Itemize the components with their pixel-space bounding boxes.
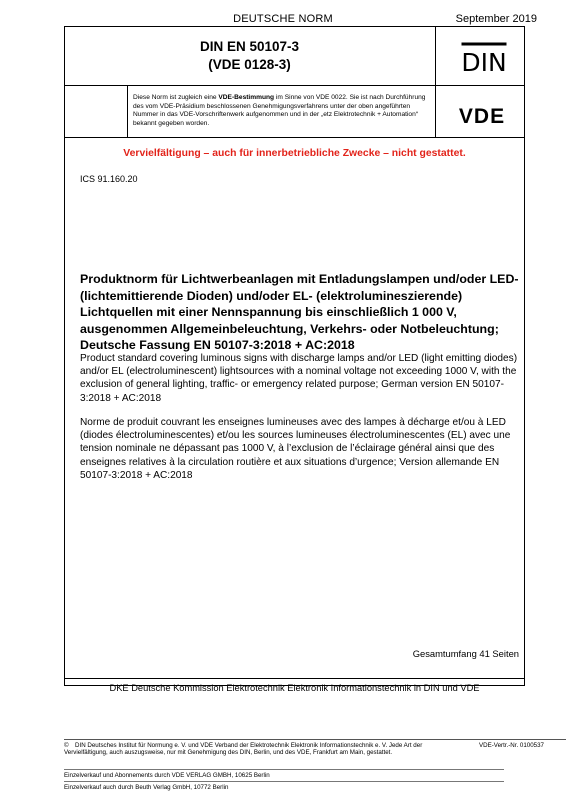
footer-divider (64, 781, 504, 782)
order-number: VDE-Vertr.-Nr. 0100537 (479, 742, 544, 749)
note-body: im Sinne von VDE 0022. Sie ist nach Durchführung des vom VDE-Präsidium beschlossenen Genehmigungsverfahrens unter der oben angeführten Nummer in das VDE-Vorschriftenwerk aufgenommen und in der „etz Elektrotechnik + Automation“ bekannt gegeben worden. (133, 94, 426, 127)
title-english: Product standard covering luminous signs with discharge lamps and/or LED (light emitting diodes) and/or EL (electroluminescent) lightsources with a nominal voltage not exceeding 1000 V, with the exclusion of general lighting, traffic- or emergency related purpose; German version EN 50107-3:2018 + AC:2018 (80, 353, 518, 404)
divider (127, 85, 128, 137)
ics-code: ICS 91.160.20 (80, 174, 138, 184)
sales-info-beuth: Einzelverkauf auch durch Beuth Verlag GmbH, 10772 Berlin (64, 784, 229, 791)
title-french: Norme de produit couvrant les enseignes lumineuses avec des lampes à décharge et/ou à LED (diodes électroluminescentes) et/ou les sources lumineuses électroluminescentes (EL) avec une tension nominale ne dépassant pas 1000 V, à l’exclusion de l’éclairage général ainsi que des enseignes relatives à la circulation routière et aux situations d’urgence; Version allemande EN 50107-3:2018 + AC:2018 (80, 417, 511, 481)
din-logo (461, 42, 507, 76)
sales-info-vde: Einzelverkauf und Abonnements durch VDE VERLAG GMBH, 10625 Berlin (64, 772, 270, 779)
note-prefix: Diese Norm ist zugleich eine (133, 94, 219, 101)
vde-logo-text: VDE (458, 105, 506, 126)
copyright-notice (64, 742, 466, 757)
vde-logo (447, 104, 517, 126)
publication-date: September 2019 (455, 13, 537, 25)
vde-regulation-note (133, 94, 433, 128)
divider (64, 678, 525, 679)
din-logo-text: DIN (461, 48, 507, 76)
standard-number (64, 38, 435, 74)
note-bold-term: VDE-Bestimmung (218, 94, 275, 101)
divider (435, 26, 436, 137)
divider (64, 85, 525, 86)
din-en-number: DIN EN 50107-3 (199, 39, 300, 54)
footer-divider (64, 769, 504, 770)
total-pages: Gesamtumfang 41 Seiten (412, 648, 519, 659)
title-german: Produktnorm für Lichtwerbeanlagen mit Entladungslampen und/oder LED- (lichtemittierende Dioden) und/oder EL- (elektrolumineszierende) Lichtquellen mit einer Nennspannung bis einschließlich 1 000 V, ausgenommen Allgemeinbeleuchtung, Verkehrs- oder Notbeleuchtung; Deutsche Fassung EN 50107-3:2018 + AC:2018 (80, 272, 519, 352)
divider (64, 137, 525, 138)
copyright-symbol: © (64, 742, 69, 749)
document-type-header: DEUTSCHE NORM (233, 13, 333, 25)
copyright-text: DIN Deutsches Institut für Normung e. V. und VDE Verband der Elektrotechnik Elektronik Informationstechnik e. V. Jede Art der Vervielfältigung, auch auszugsweise, nur mit Genehmigung des DIN, Berlin, und des VDE, Frankfurt am Main, gestattet. (64, 742, 423, 757)
dke-line: DKE Deutsche Kommission Elektrotechnik Elektronik Informationstechnik in DIN und VDE (109, 683, 480, 693)
vde-number: (VDE 0128-3) (208, 57, 291, 72)
footer-divider (64, 739, 566, 740)
reproduction-notice: Vervielfältigung – auch für innerbetriebliche Zwecke – nicht gestattet. (123, 148, 466, 159)
